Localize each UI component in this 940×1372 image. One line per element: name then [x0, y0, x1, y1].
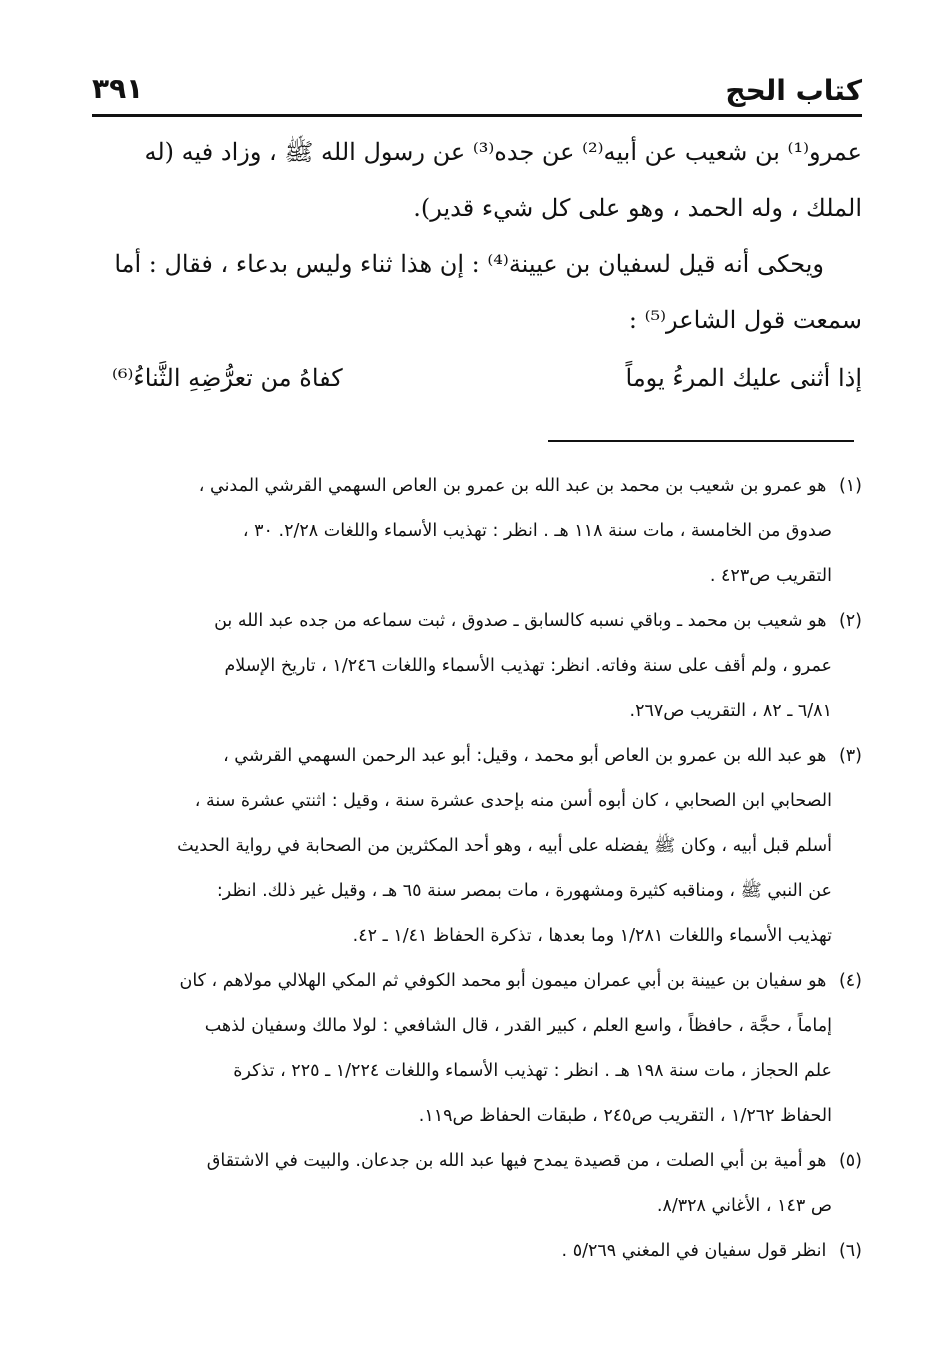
footnote-line: عن النبي ﷺ ، ومناقبه كثيرة ومشهورة ، مات بمصر سنة ٦٥ هـ ، وقيل غير ذلك. انظر:: [216, 881, 832, 901]
footnote-line: [92, 959, 862, 1004]
footnote-text: هو عمرو بن شعيب بن محمد بن عبد الله بن عمرو بن العاص السهمي القرشي المدني ،: [198, 476, 827, 496]
footnote: [92, 464, 862, 599]
footnote-line: علم الحجاز ، مات سنة ١٩٨ هـ . انظر : تهذيب الأسماء واللغات ١/٢٢٤ ـ ٢٢٥ ، تذكرة: [233, 1061, 832, 1081]
footnote-number: (٦): [838, 1241, 862, 1261]
footnote-number: (١): [838, 476, 862, 496]
verse-first-hemistich: إذا أثنى عليك المرءُ يوماً: [625, 364, 862, 392]
footnote-line: صدوق من الخامسة ، مات سنة ١١٨ هـ . انظر : تهذيب الأسماء واللغات ٢/٢٨. ٣٠ ،: [242, 521, 832, 541]
footnote: [92, 959, 862, 1139]
footnote-line: أسلم قبل أبيه ، وكان ﷺ يفضله على أبيه ، وهو أحد المكثرين من الصحابة في رواية الحديث: [177, 836, 832, 856]
main-line: الملك ، وله الحمد ، وهو على كل شيء قدير).: [413, 194, 862, 222]
footnote-line: الصحابي ابن الصحابي ، كان أبوه أسن منه بإحدى عشرة سنة ، وقيل : اثنتي عشرة سنة ،: [194, 791, 832, 811]
page-number: ٣٩١: [92, 72, 144, 105]
footnote-line: إماماً ، حجَّة ، حافظاً ، واسع العلم ، كبير القدر ، قال الشافعي : لولا مالك وسفيان لذهب: [204, 1016, 832, 1036]
main-text: [92, 124, 862, 408]
footnote: [92, 1139, 862, 1229]
footnote-text: انظر قول سفيان في المغني ٥/٢٦٩ .: [561, 1241, 827, 1261]
footnote-line: التقريب ص٤٢٣ .: [709, 566, 832, 586]
footnote-line: [92, 1139, 862, 1184]
footnote-number: (٢): [838, 611, 862, 631]
footnote: [92, 1229, 862, 1274]
main-line: ويحكى أنه قيل لسفيان بن عيينة⁽⁴⁾ : إن هذا ثناء وليس بدعاء ، فقال : أما: [114, 250, 824, 278]
footnotes: [92, 464, 862, 1274]
footnote-line: عمرو ، ولم أقف على سنة وفاته. انظر: تهذيب الأسماء واللغات ١/٢٤٦ ، تاريخ الإسلام: [224, 656, 832, 676]
main-line: عمرو⁽¹⁾ بن شعيب عن أبيه⁽²⁾ عن جده⁽³⁾ عن رسول الله ﷺ ، وزاد فيه (له: [144, 138, 862, 166]
footnote-line: ٦/٨١ ـ ٨٢ ، التقريب ص٢٦٧.: [629, 701, 832, 721]
poetry-verse: [92, 348, 862, 408]
verse-second-hemistich: كفاهُ من تعرُّضِهِ الثَّناءُ⁽⁶⁾: [112, 364, 343, 392]
chapter-title: كتاب الحج: [725, 74, 862, 107]
footnote: [92, 734, 862, 959]
footnote-line: [92, 599, 862, 644]
footnote-line: الحفاظ ١/٢٦٢ ، التقريب ص٢٤٥ ، طبقات الحفاظ ص١١٩.: [418, 1106, 832, 1126]
footnote-text: هو شعيب بن محمد ـ وباقي نسبه كالسابق ـ صدوق ، ثبت سماعه من جده عبد الله بن: [214, 611, 827, 631]
footnote-text: هو أمية بن أبي الصلت ، من قصيدة يمدح فيها عبد الله بن جدعان. والبيت في الاشتقاق: [206, 1151, 827, 1171]
running-header: [92, 72, 862, 112]
footnote: [92, 599, 862, 734]
footnote-line: [92, 734, 862, 779]
footnote-line: ص ١٤٣ ، الأغاني ٨/٣٢٨.: [656, 1196, 832, 1216]
footnote-text: هو سفيان بن عيينة بن أبي عمران ميمون أبو محمد الكوفي ثم المكي الهلالي مولاهم ، كان: [179, 971, 827, 991]
main-line: سمعت قول الشاعر⁽⁵⁾ :: [628, 306, 862, 334]
footnote-number: (٤): [838, 971, 862, 991]
footnote-separator: [548, 440, 854, 442]
footnote-number: (٣): [838, 746, 862, 766]
footnote-text: هو عبد الله بن عمرو بن العاص أبو محمد ، وقيل: أبو عبد الرحمن السهمي القرشي ،: [223, 746, 827, 766]
footnote-line: [92, 1229, 862, 1274]
header-rule: [92, 114, 862, 117]
footnote-line: [92, 464, 862, 509]
footnote-line: تهذيب الأسماء واللغات ١/٢٨١ وما بعدها ، تذكرة الحفاظ ١/٤١ ـ ٤٢.: [352, 926, 832, 946]
footnote-number: (٥): [838, 1151, 862, 1171]
